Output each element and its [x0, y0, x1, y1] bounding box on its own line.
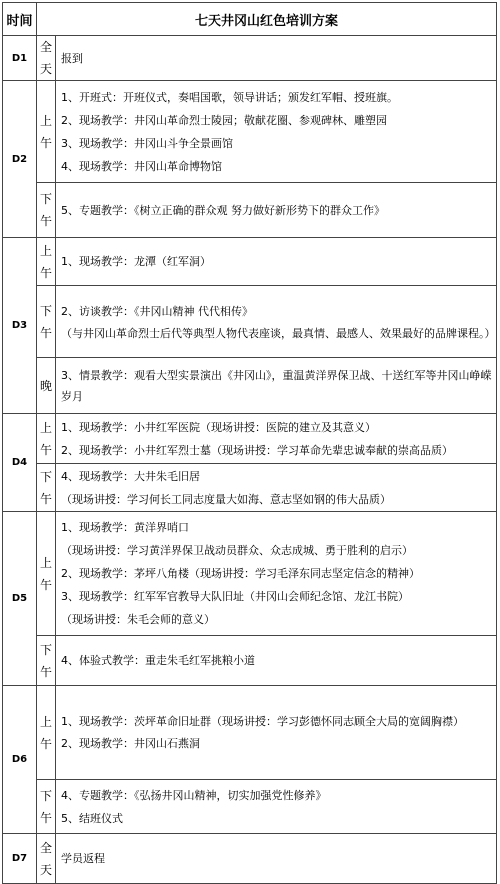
schedule-item: 4、现场教学：大井朱毛旧居 — [61, 469, 200, 483]
schedule-item: 5、结班仪式 — [61, 811, 123, 825]
day-content-d5-am — [56, 512, 497, 636]
day-row-d4-am — [3, 414, 497, 464]
day-row-d6-pm — [3, 780, 497, 834]
schedule-item: （现场讲授：学习何长工同志度量大如海、意志坚如钢的伟大品质） — [61, 492, 391, 506]
day-content-d3-pm — [56, 286, 497, 358]
period-label-d4-am: 上午 — [37, 414, 56, 464]
schedule-item: 报到 — [61, 51, 83, 65]
day-row-d2-am — [3, 81, 497, 183]
schedule-item: 5、专题教学：《树立正确的群众观 努力做好新形势下的群众工作》 — [61, 203, 385, 217]
day-row-d5-pm — [3, 636, 497, 686]
day-label-d1: D1 — [3, 36, 37, 81]
day-row-d3-am — [3, 238, 497, 286]
day-label-d5: D5 — [3, 512, 37, 686]
day-row-d3-eve — [3, 358, 497, 414]
period-label-d6-am: 上午 — [37, 686, 56, 780]
period-label-d3-pm: 下午 — [37, 286, 56, 358]
time-header: 时间 — [3, 3, 37, 36]
schedule-item: 学员返程 — [61, 852, 105, 865]
day-row-d7 — [3, 834, 497, 884]
period-label-d4-pm: 下午 — [37, 464, 56, 512]
day-content-d4-am — [56, 414, 497, 464]
schedule-item: 2、访谈教学：《井冈山精神 代代相传》 — [61, 304, 253, 318]
schedule-item: 1、现场教学：黄洋界哨口 — [61, 521, 189, 534]
schedule-item: 2、现场教学：小井红军烈士墓（现场讲授：学习革命先辈忠诚奉献的崇高品质） — [61, 443, 453, 457]
period-label-d2-am: 上午 — [37, 81, 56, 183]
period-label-d7-full: 全天 — [37, 834, 56, 884]
day-content-d3-eve — [56, 358, 497, 414]
day-row-d4-pm — [3, 464, 497, 512]
plan-title: 七天井冈山红色培训方案 — [37, 3, 497, 36]
day-content-d6-am — [56, 686, 497, 780]
period-label-d5-pm: 下午 — [37, 636, 56, 686]
schedule-item: （与井冈山革命烈士后代等典型人物代表座谈，最真情、最感人、效果最好的品牌课程。） — [61, 326, 496, 340]
schedule-item: 2、现场教学：井冈山革命烈士陵园；敬献花圈、参观碑林、雕塑园 — [61, 113, 387, 127]
schedule-item: 4、体验式教学：重走朱毛红军挑粮小道 — [61, 654, 255, 667]
day-label-d2: D2 — [3, 81, 37, 238]
schedule-item: 3、现场教学：红军军官教导大队旧址（井冈山会师纪念馆、龙江书院） — [61, 590, 409, 603]
day-content-d5-pm — [56, 636, 497, 686]
period-label-d1-full: 全天 — [37, 36, 56, 81]
schedule-item: 2、现场教学：井冈山石燕洞 — [61, 736, 200, 750]
day-content-d4-pm — [56, 464, 497, 512]
day-content-d2-pm — [56, 183, 497, 238]
schedule-item: （现场讲授：学习黄洋界保卫战动员群众、众志成城、勇于胜利的启示） — [61, 544, 413, 557]
period-label-d6-pm: 下午 — [37, 780, 56, 834]
schedule-item: 3、现场教学：井冈山斗争全景画馆 — [61, 136, 233, 150]
schedule-item: 1、现场教学：茨坪革命旧址群（现场讲授：学习彭德怀同志顾全大局的宽阔胸襟） — [61, 714, 464, 728]
period-label-d2-pm: 下午 — [37, 183, 56, 238]
day-content-d1 — [56, 36, 497, 81]
schedule-item: 1、现场教学：小井红军医院（现场讲授：医院的建立及其意义） — [61, 420, 376, 434]
schedule-item: 1、现场教学：龙潭（红军洞） — [61, 255, 211, 268]
period-label-d3-eve: 晚 — [37, 358, 56, 414]
day-row-d1 — [3, 36, 497, 81]
day-content-d6-pm — [56, 780, 497, 834]
day-label-d6: D6 — [3, 686, 37, 834]
day-label-d4: D4 — [3, 414, 37, 512]
schedule-item: 1、开班式：开班仪式，奏唱国歌，领导讲话；颁发红军帽、授班旗。 — [61, 90, 398, 104]
day-label-d7: D7 — [3, 834, 37, 884]
header-row — [3, 3, 497, 36]
schedule-item: 3、情景教学：观看大型实景演出《井冈山》，重温黄洋界保卫战、十送红军等井冈山峥嵘岁月 — [61, 368, 492, 403]
schedule-item: （现场讲授：朱毛会师的意义） — [61, 613, 215, 626]
schedule-item: 2、现场教学：茅坪八角楼（现场讲授：学习毛泽东同志坚定信念的精神） — [61, 567, 420, 580]
day-row-d2-pm — [3, 183, 497, 238]
period-label-d5-am: 上午 — [37, 512, 56, 636]
day-row-d6-am — [3, 686, 497, 780]
day-content-d2-am — [56, 81, 497, 183]
day-row-d5-am — [3, 512, 497, 636]
schedule-item: 4、现场教学：井冈山革命博物馆 — [61, 159, 222, 173]
period-label-d3-am: 上午 — [37, 238, 56, 286]
day-content-d3-am — [56, 238, 497, 286]
training-schedule-table — [2, 2, 497, 884]
day-content-d7 — [56, 834, 497, 884]
day-label-d3: D3 — [3, 238, 37, 414]
day-row-d3-pm — [3, 286, 497, 358]
schedule-item: 4、专题教学：《弘扬井冈山精神，切实加强党性修养》 — [61, 788, 327, 802]
